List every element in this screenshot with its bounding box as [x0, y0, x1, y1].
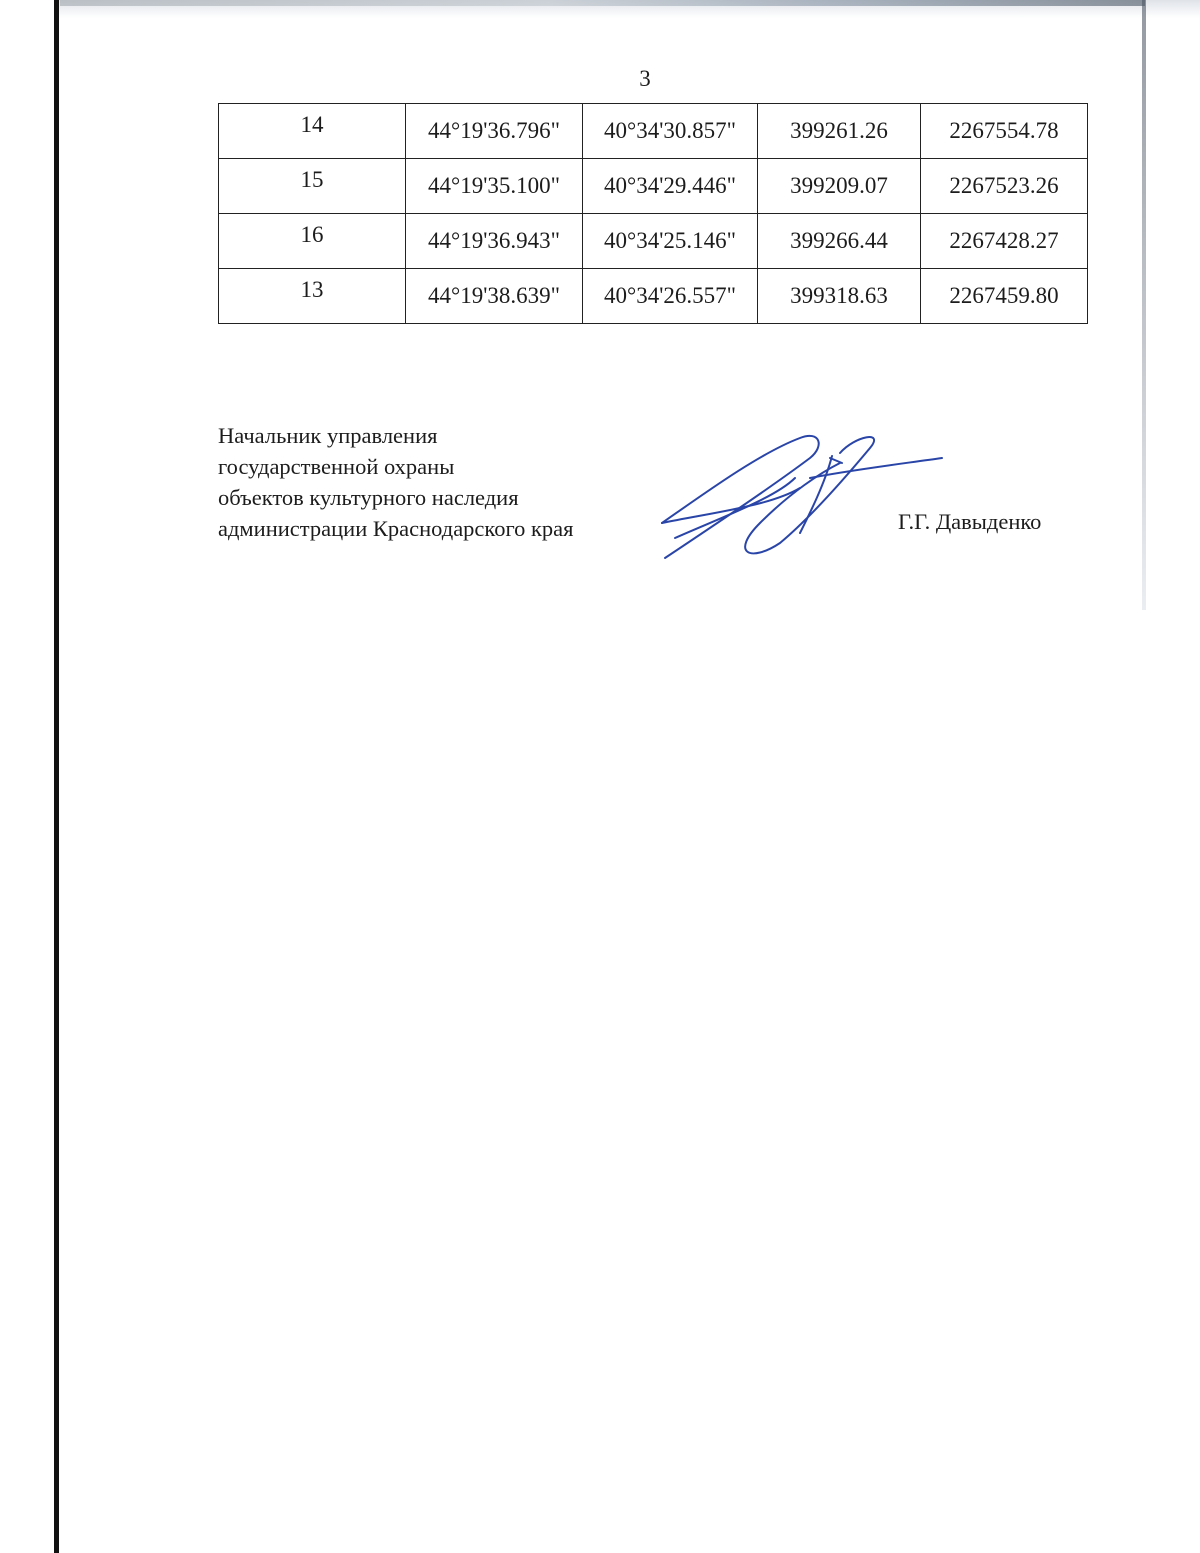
signer-name: Г.Г. Давыденко [898, 509, 1042, 534]
latitude-cell: 44°19'35.100" [406, 159, 583, 214]
signer-position-line: объектов культурного наследия [218, 485, 519, 510]
signer-position [218, 420, 574, 544]
point-number-cell: 14 [219, 104, 406, 159]
x-coordinate-cell: 399209.07 [758, 159, 921, 214]
table-row [219, 269, 1088, 324]
handwritten-signature [650, 418, 950, 568]
point-number-cell: 13 [219, 269, 406, 324]
coordinates-table [218, 103, 1088, 324]
longitude-cell: 40°34'29.446" [583, 159, 758, 214]
point-number-cell: 15 [219, 159, 406, 214]
longitude-cell: 40°34'25.146" [583, 214, 758, 269]
point-number-cell: 16 [219, 214, 406, 269]
longitude-cell: 40°34'30.857" [583, 104, 758, 159]
signer-position-line: Начальник управления [218, 423, 438, 448]
y-coordinate-cell: 2267459.80 [921, 269, 1088, 324]
longitude-cell: 40°34'26.557" [583, 269, 758, 324]
x-coordinate-cell: 399266.44 [758, 214, 921, 269]
table-row [219, 104, 1088, 159]
latitude-cell: 44°19'36.943" [406, 214, 583, 269]
signer-position-line: администрации Краснодарского края [218, 516, 574, 541]
table-row [219, 214, 1088, 269]
signature-stroke [662, 436, 819, 558]
x-coordinate-cell: 399261.26 [758, 104, 921, 159]
signer-position-line: государственной охраны [218, 454, 455, 479]
scan-left-margin [0, 0, 58, 1553]
scan-left-edge [54, 0, 59, 1553]
latitude-cell: 44°19'36.796" [406, 104, 583, 159]
y-coordinate-cell: 2267523.26 [921, 159, 1088, 214]
x-coordinate-cell: 399318.63 [758, 269, 921, 324]
signature-stroke [800, 456, 842, 533]
latitude-cell: 44°19'38.639" [406, 269, 583, 324]
scan-top-edge [60, 0, 1145, 6]
table-row [219, 159, 1088, 214]
y-coordinate-cell: 2267428.27 [921, 214, 1088, 269]
y-coordinate-cell: 2267554.78 [921, 104, 1088, 159]
page-number: 3 [639, 66, 651, 91]
scan-right-edge [1142, 0, 1146, 610]
